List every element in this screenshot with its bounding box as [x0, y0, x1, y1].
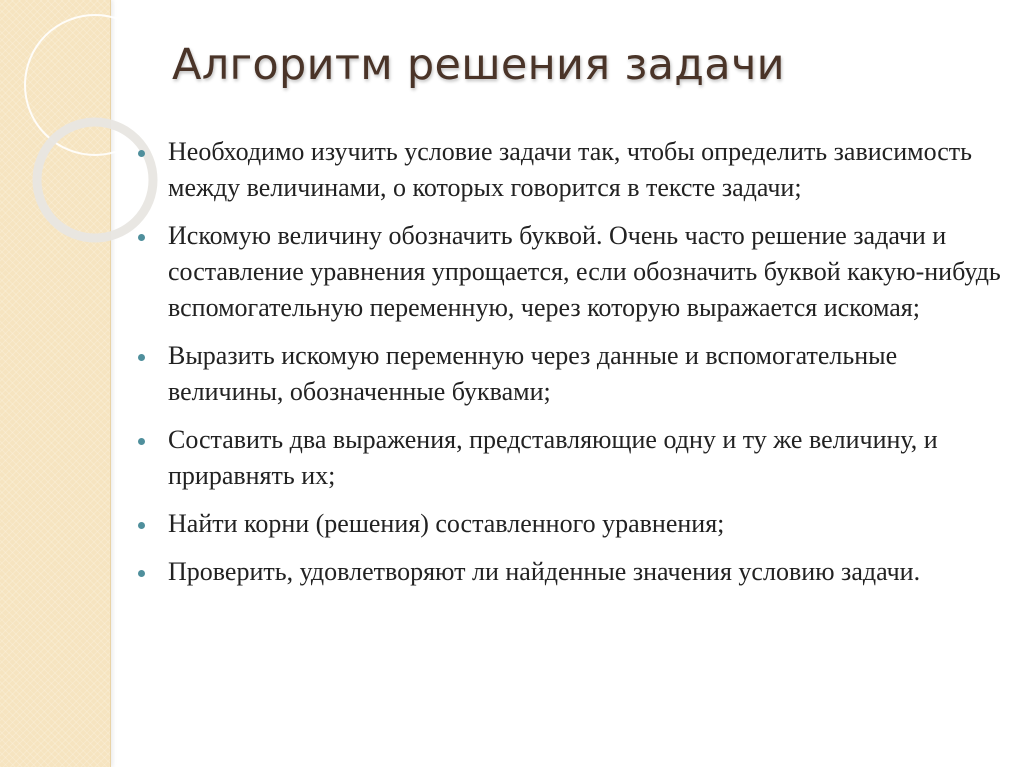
bullet-text: Найти корни (решения) составленного уравнения;	[168, 509, 725, 538]
bullet-dot-icon	[138, 150, 145, 157]
slide-title: Алгоритм решения задачи	[172, 40, 785, 90]
decorative-side-band	[0, 0, 110, 767]
bullet-dot-icon	[138, 438, 145, 445]
bullet-text: Проверить, удовлетворяют ли найденные значения условию задачи.	[168, 557, 921, 586]
bullet-dot-icon	[138, 522, 145, 529]
bullet-item	[168, 134, 1008, 206]
bullet-dot-icon	[138, 234, 145, 241]
bullet-text: Необходимо изучить условие задачи так, чтобы определить зависимость между величинами, о которых говорится в тексте задачи;	[168, 137, 972, 202]
bullet-text: Искомую величину обозначить буквой. Очень часто решение задачи и составление уравнения упрощается, если обозначить буквой какую-нибудь вспомогательную переменную, через которую выражается искомая;	[168, 221, 1001, 322]
bullet-dot-icon	[138, 354, 145, 361]
bullet-item	[168, 338, 1008, 410]
bullet-item	[168, 218, 1008, 326]
bullet-text: Выразить искомую переменную через данные и вспомогательные величины, обозначенные буквами;	[168, 341, 898, 406]
bullet-item	[168, 554, 1008, 590]
bullet-dot-icon	[138, 570, 145, 577]
bullet-item	[168, 422, 1008, 494]
bullet-item	[168, 506, 1008, 542]
bullet-list	[168, 134, 1008, 602]
bullet-text: Составить два выражения, представляющие одну и ту же величину, и приравнять их;	[168, 425, 938, 490]
